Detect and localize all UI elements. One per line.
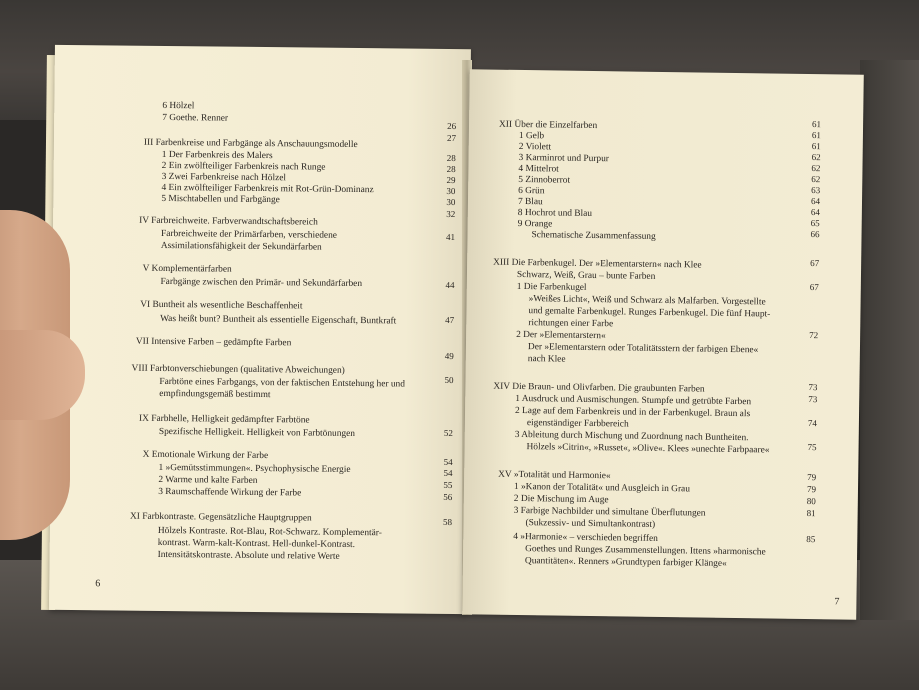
toc-page-number: 29 — [446, 174, 456, 186]
toc-page-number: 52 — [443, 427, 453, 439]
toc-page-number: 61 — [811, 141, 821, 152]
toc-line: 1 Der Farbenkreis des Malers — [161, 149, 273, 162]
toc-line: Hölzels »Citrin«, »Russet«, »Olive«. Klees »unechte Farbpaare« — [526, 442, 770, 456]
toc-page-number: 85 — [806, 534, 816, 545]
toc-page-number: 73 — [808, 394, 818, 405]
toc-page-number: 79 — [807, 472, 817, 483]
toc-line: richtungen einer Farbe — [528, 318, 614, 330]
toc-line: Farbtöne eines Farbgangs, von der faktischen Entstehung her und — [159, 376, 405, 390]
toc-line: XIV Die Braun- und Olivfarben. Die graubunten Farben — [493, 381, 705, 395]
toc-page-number: 72 — [809, 330, 819, 341]
toc-page-number: 65 — [810, 218, 820, 229]
toc-line: X Emotionale Wirkung der Farbe — [142, 449, 269, 462]
toc-line: XI Farbkontraste. Gegensätzliche Hauptgruppen — [129, 511, 312, 524]
toc-line: 7 Goethe. Renner — [162, 112, 229, 124]
background-right — [860, 60, 919, 620]
toc-page-number: 30 — [446, 196, 456, 208]
toc-page-number: 67 — [810, 258, 820, 269]
toc-line: IX Farbhelle, Helligkeit gedämpfter Farbtöne — [139, 413, 310, 426]
toc-line: 8 Hochrot und Blau — [517, 207, 593, 219]
toc-line: VI Buntheit als wesentliche Beschaffenheit — [140, 299, 303, 312]
toc-page-number: 63 — [811, 185, 821, 196]
toc-line: Der »Elementarstern oder Totalitätsstern der farbigen Ebene« — [527, 342, 759, 356]
toc-page-number: 75 — [807, 442, 817, 453]
toc-line: (Sukzessiv- und Simultankontrast) — [525, 518, 656, 530]
toc-page-number: 41 — [445, 231, 456, 243]
toc-page-number: 62 — [811, 174, 821, 185]
toc-line: 1 »Gemütsstimmungen«. Psychophysische Energie — [158, 462, 351, 475]
toc-page-number: 28 — [446, 152, 456, 164]
toc-line: 4 Mittelrot — [518, 163, 559, 175]
toc-line: 3 Zwei Farbenkreise nach Hölzel — [161, 171, 287, 184]
toc-line: Assimilationsfähigkeit der Sekundärfarben — [160, 240, 322, 253]
toc-line: Was heißt bunt? Buntheit als essentielle Eigenschaft, Buntkraft — [160, 313, 397, 327]
toc-page-number: 49 — [444, 350, 454, 362]
toc-page-number: 74 — [807, 418, 817, 429]
toc-page-number: 64 — [810, 207, 820, 218]
toc-page-number: 61 — [811, 130, 822, 141]
toc-page-number: 62 — [811, 163, 821, 174]
toc-line: Schematische Zusammenfassung — [531, 230, 656, 242]
right-page-content — [462, 69, 864, 619]
toc-line: 2 Ein zwölfteiliger Farbenkreis nach Runge — [161, 160, 326, 173]
toc-line: 7 Blau — [517, 196, 543, 208]
toc-line: Schwarz, Weiß, Grau – bunte Farben — [516, 269, 656, 282]
toc-line: 2 Die Mischung im Auge — [513, 493, 609, 506]
left-page — [49, 45, 471, 614]
toc-line: V Komplementärfarben — [142, 263, 232, 275]
toc-line: IV Farbreichweite. Farbverwandtschaftsbereich — [139, 215, 318, 228]
toc-line: Farbreichweite der Primärfarben, verschiedene — [160, 228, 338, 241]
right-page — [462, 69, 864, 619]
toc-page-number: 79 — [806, 484, 817, 495]
toc-line: 3 Farbige Nachbilder und simultane Überflutungen — [513, 505, 706, 519]
toc-line: kontrast. Warm-kalt-Kontrast. Hell-dunkel-Kontrast. — [157, 537, 356, 551]
toc-line: 6 Grün — [518, 185, 545, 197]
toc-line: 2 Violett — [518, 141, 552, 153]
left-page-number: 6 — [95, 578, 101, 590]
toc-line: empfindungsgemäß bestimmt — [159, 388, 271, 401]
toc-line: III Farbenkreise und Farbgänge als Anschauungsmodelle — [143, 137, 358, 151]
toc-line: 3 Karminrot und Purpur — [518, 152, 610, 165]
toc-line: VII Intensive Farben – gedämpfte Farben — [135, 336, 292, 349]
toc-page-number: 30 — [446, 185, 456, 197]
toc-page-number: 66 — [810, 229, 820, 240]
toc-line: XII Über die Einzelfarben — [498, 119, 598, 132]
toc-line: 1 Ausdruck und Ausmischungen. Stumpfe und getrübte Farben — [515, 393, 752, 408]
left-page-content — [49, 45, 471, 614]
right-page-number: 7 — [834, 596, 840, 608]
toc-line: 3 Ableitung durch Mischung und Zuordnung nach Buntheiten. — [514, 429, 749, 444]
toc-line: Spezifische Helligkeit. Helligkeit von Farbtönungen — [158, 426, 356, 439]
toc-page-number: 44 — [445, 279, 455, 291]
toc-page-number: 73 — [808, 382, 818, 393]
toc-page-number: 50 — [444, 374, 454, 386]
toc-page-number: 27 — [446, 132, 457, 144]
toc-line: Goethes und Runges Zusammenstellungen. Ittens »harmonische — [525, 544, 766, 558]
toc-page-number: 54 — [443, 467, 453, 479]
toc-line: XIII Die Farbenkugel. Der »Elementarstern« nach Klee — [493, 257, 702, 271]
toc-line: 9 Orange — [517, 218, 553, 230]
toc-line: 1 Die Farbenkugel — [516, 281, 587, 293]
toc-page-number: 56 — [443, 491, 453, 503]
toc-line: »Weißes Licht«, Weiß und Schwarz als Malfarben. Vorgestellte — [528, 294, 766, 308]
toc-line: 3 Raumschaffende Wirkung der Farbe — [158, 486, 302, 499]
toc-page-number: 58 — [442, 516, 453, 528]
toc-line: 5 Zinnoberrot — [518, 174, 571, 186]
toc-line: Hölzels Kontraste. Rot-Blau, Rot-Schwarz. Komplementär- — [157, 525, 382, 539]
toc-line: 5 Mischtabellen und Farbgänge — [161, 193, 280, 206]
toc-line: 2 Der »Elementarstern« — [516, 329, 606, 342]
toc-line: VIII Farbtonverschiebungen (qualitative Abweichungen) — [131, 363, 345, 376]
toc-line: XV »Totalität und Harmonie« — [498, 469, 611, 482]
toc-line: Farbgänge zwischen den Primär- und Sekundärfarben — [160, 276, 363, 290]
toc-line: 2 Warme und kalte Farben — [158, 474, 258, 486]
toc-line: und gemalte Farbenkugel. Runges Farbenkugel. Die fünf Haupt- — [528, 306, 771, 320]
toc-line: 4 Ein zwölfteiliger Farbenkreis mit Rot-Grün-Dominanz — [161, 182, 374, 196]
toc-page-number: 26 — [447, 120, 457, 132]
toc-page-number: 81 — [806, 508, 816, 519]
toc-line: 4 »Harmonie« – verschieden begriffen — [513, 531, 658, 544]
toc-page-number: 62 — [811, 152, 821, 163]
toc-page-number: 32 — [446, 208, 456, 220]
toc-line: 6 Hölzel — [162, 100, 195, 112]
toc-page-number: 80 — [806, 496, 816, 507]
toc-page-number: 54 — [443, 456, 453, 468]
toc-line: 1 Gelb — [518, 130, 545, 142]
toc-page-number: 55 — [443, 479, 453, 491]
toc-page-number: 47 — [445, 314, 455, 326]
toc-line: Quantitäten«. Renners »Grundtypen farbiger Klänge« — [524, 556, 727, 569]
toc-line: 2 Lage auf dem Farbenkreis und in der Farbenkugel. Braun als — [514, 405, 751, 420]
toc-page-number: 28 — [446, 163, 456, 175]
toc-line: nach Klee — [527, 354, 566, 365]
toc-line: 1 »Kanon der Totalität« und Ausgleich in Grau — [513, 481, 691, 495]
toc-line: eigenständiger Farbbereich — [526, 418, 629, 430]
toc-page-number: 61 — [812, 119, 822, 130]
toc-page-number: 67 — [809, 282, 819, 293]
toc-line: Intensitätskontraste. Absolute und relative Werte — [157, 549, 340, 562]
toc-page-number: 64 — [810, 196, 821, 207]
